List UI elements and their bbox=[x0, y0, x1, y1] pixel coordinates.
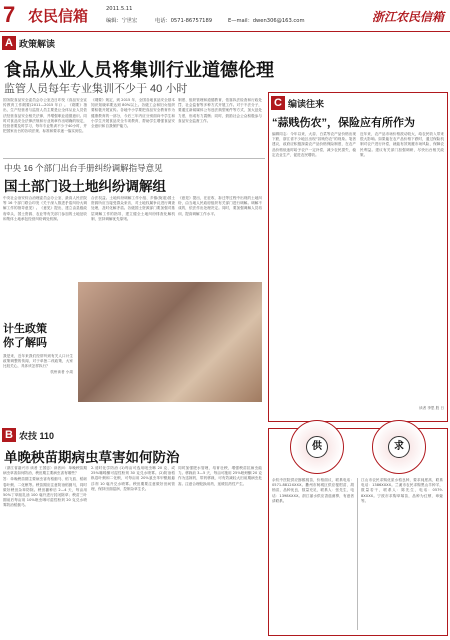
section-a-col1: 国务院食品安全委员会办公室近日印发《食品安全宣传教育工作纲要(2011—2015 年)》。《纲要》指出，生产经营者与监管人员主要是让全体从业人员依法经营食品安全相关法律，并增强职业道德意识。同时对食品安全法律法规和行业规章作出明确的规定，经营者要及时学习，每年专业集训不少于40小时，并把国家出台的各项法规、标准和要求逐一落实到位。 bbox=[3, 98, 87, 134]
newspaper-logo: 浙江农民信箱 bbox=[371, 10, 444, 24]
section-a2-headline: 国土部门设土地纠纷调解组 bbox=[4, 179, 166, 194]
section-c-col1: 编辑同志：今年以来，大蒜、白菜等农产品价格出现下跌，浙江省不少地区出现“蒜贱伤农”的现象。笔者建议，政府应积极探索农产品价格保险制度，在农产品价格低迷时给予农户一定补偿，减少农民损失，稳定农业生产，促进农民增收。 bbox=[272, 132, 356, 157]
section-b-col1 bbox=[3, 466, 87, 636]
page-header bbox=[0, 0, 450, 32]
section-a2-pre: 中央 16 个部门出台手册纠纷调解指导意见 bbox=[4, 163, 163, 173]
section-a-col2: 《纲要》规定，到 2015 年，全国各地食品安全基本知识知晓率要达到 80%以上。各级工会和妇女组织要积极开展宣传。各地中小学要把食品安全教育作为健康教育的一部分，今后三年内应分别面向中学生和小学生开展食品安全专项教育，帮助学生增强食品安全意识和自我保护能力。 bbox=[91, 98, 175, 129]
section-c-sign: 读者 李思 胜 日 bbox=[419, 406, 444, 410]
page-number: 7 bbox=[3, 2, 16, 27]
section-a-headline: 食品从业人员将集训行业道德伦理 bbox=[4, 60, 274, 80]
section-a-label-text: 政策解读 bbox=[19, 38, 56, 49]
demand-title: 求 bbox=[388, 436, 410, 458]
section-c-label-text: 编读往来 bbox=[288, 98, 325, 109]
supply-divider bbox=[357, 478, 358, 630]
section-b-label-text: 农技 110 bbox=[19, 430, 55, 441]
demand-column: 江山市农民求购优质水稻良种，要求纯度高，联系电话：1386XXXX。兰溪市农民求购黑山羊种羊，数量若干，联系人：陈先生，电话：0579-8XXXX。宁波市求购草莓苗，品种为红颊、章姬等。 bbox=[361, 478, 443, 503]
question: （浙江省嘉兴市 读者 王国忠）读者问：单晚秧苗期病虫草害如何防治，秧田期主要病虫害有哪些？ bbox=[3, 466, 87, 476]
editor: 编辑：宁世宏 bbox=[106, 18, 138, 24]
section-c-badge: C bbox=[271, 96, 285, 110]
section-b-headline: 单晚秧苗期病虫草害如何防治 bbox=[4, 450, 180, 465]
section-a-label bbox=[2, 36, 55, 50]
issue-date: 2011.5.11 bbox=[106, 6, 133, 12]
phone: 电话：0571-86757189 bbox=[155, 18, 213, 24]
section-c-col2: 近年来，农产品市场价格波动较大，给农民收入带来很大影响。如果能在农产品价格下跌时，通过保险机制对农户进行补偿，就能有效规避市场风险，保障农民利益。建议有关部门加强调研，尽快出台相关政策。 bbox=[360, 132, 444, 157]
section-title: 农民信箱 bbox=[28, 8, 89, 25]
section-b-badge: B bbox=[2, 428, 16, 442]
caption-sign: 杭州读者 小周 bbox=[50, 369, 73, 374]
section-a-badge: A bbox=[2, 36, 16, 50]
section-c-label bbox=[271, 96, 324, 110]
email: E—mail：dwen306@163.com bbox=[228, 18, 305, 24]
section-b-label bbox=[2, 428, 54, 442]
section-a-subheadline: 监管人员每年专业集训不少于 40 小时 bbox=[4, 83, 188, 95]
supply-title: 供 bbox=[306, 436, 328, 458]
section-a2-col3: 《意见》提出，在征收、拆迁等过程中出现的土地纠纷，由当地人民政府组织有关部门进行调解。调解不成的，依法作出处理决定。同时，要加强调解人员培训，提高调解工作水平。 bbox=[178, 196, 262, 216]
caption-title: 计生政策 你了解吗 bbox=[3, 323, 47, 349]
section-c-headline: “蒜贱伤农”，保险应有所作为 bbox=[272, 117, 415, 129]
policy-caption-box bbox=[3, 282, 73, 412]
family-photo bbox=[78, 282, 262, 402]
section-a2-col2: 合法权益。土地纠纷调解工作小组、乡镇(街道)国土资源所应当接受群众来访，对土地权属争议进行调查处理，及时化解矛盾。各级国土资源部门要加强对基层调解工作的指导，建立健全土地纠纷排查化解机制，坚持调解优先原则。 bbox=[91, 196, 175, 221]
section-a-col3: 制度、组织管理和道德教育，依靠执法检查和行政处罚、社会监督等多种方式开展工作。对于不法分子，要通过新闻媒体公布违法典型案件等方式，加大惩处力度，形成有力震慑；同时，鼓励社会公众积极参与食品安全监督工作。 bbox=[178, 98, 262, 123]
answer: 答：单晚秧苗期主要病虫害有稻蓟马、稻飞虱、稻纵卷叶螟、二化螟等。秧苗期应注意防治稻蓟马，同时做好秧田杂草防除。秧田播种后 2—4 天，每亩用 50%丁草胺乳油 100 毫升进行封闭除草；秧苗三叶期前后每亩用 10%吡虫啉可湿性粉剂 20 克兑水喷雾防治稻蓟马。 bbox=[3, 477, 87, 508]
caption-body: 我是来，近年来我们经常听到有关人口计生政策调整的传闻，对于单独二孩政策，大家比较关心，具体该怎样执行？ bbox=[3, 354, 73, 369]
section-b-col3: 同时加强肥水管理，培育壮秧，增强秧苗抗病虫能力。移栽前 3—5 天，每亩可施用 25%吡蚜酮 20 克作为送嫁药，带药移栽，可有效减轻大田前期病虫危害。注意合理轮换用药，延缓抗药性产生。 bbox=[178, 466, 262, 486]
supply-column: 余杭中医院供应猕猴桃苗，价格面议，联系电话：0571-8812XXXX。衢州市柯城区供应椪柑苗、胡柚苗，品种优良，数量充足，联系人：张先生，电话：1398XXXX。浙江丽水供应香菇菌棒，有意者请联系。 bbox=[272, 478, 354, 503]
section-b-col2: 2.适时化学防治 (1)每亩可选用吡虫啉 20 克、或 25%噻嗪酮可湿性粉剂 30 克兑水喷雾。(2)防治稻纵卷叶螟和二化螟，可每亩用 20%氯虫苯甲酰胺悬浮剂 10 毫升兑水喷雾。秧田期要注意做好田间管理，保持田面湿润，控制杂草生长。 bbox=[91, 466, 175, 491]
divider bbox=[3, 158, 265, 159]
section-a2-col1: 中央社会治安综合治理委员会办公室、最高人民法院等 16 个部门联合印发《关于深入推进矛盾纠纷大调解工作的指导意见》。《意见》提出，建立由县级政府牵头，国土资源、农业等有关部门参加的土地征收和集体土地承包经营纠纷调处机制。 bbox=[3, 196, 87, 221]
